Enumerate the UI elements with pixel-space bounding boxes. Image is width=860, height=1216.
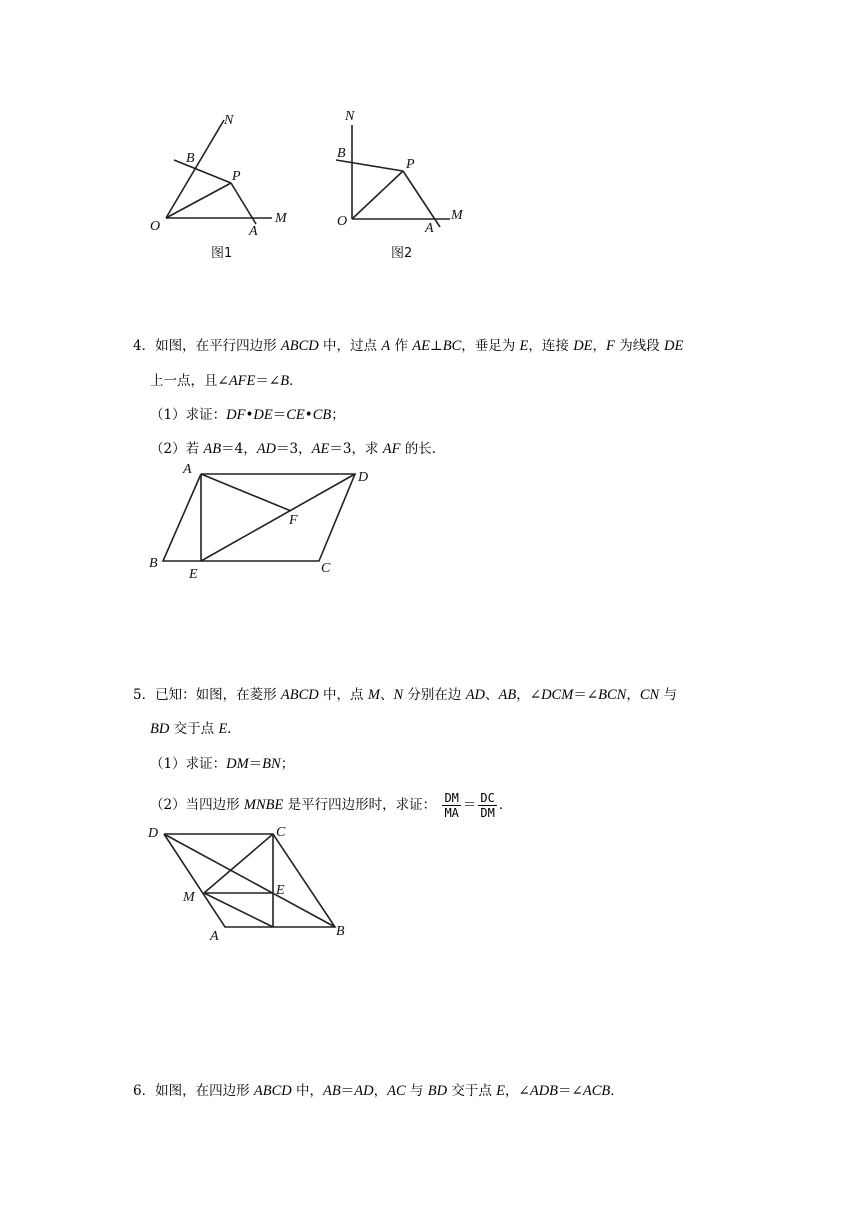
fig1-label-M: M [275,211,287,226]
fig2-label-P: P [406,157,415,172]
q4-label-D: D [358,470,369,485]
fig1-label-O: O [150,219,161,234]
q5-label-C: C [276,825,286,840]
diagonal-DB [164,834,335,927]
fig2-caption: 图2 [391,246,413,261]
q5-part-2: （2）当四边形 MNBE 是平行四边形时，求证： $\frac{DM}{MA}$ ＝ $\frac{DC}{DM}$ ． [150,791,513,820]
fig2-segment-BP [336,160,403,171]
q4-label-F: F [289,513,298,528]
fig1-label-B: B [186,151,195,166]
segment-DE [201,474,355,561]
q5-part-1: （1）求证：DM＝BN； [150,756,295,772]
q4-line-2: 上一点，且∠AFE＝∠B． [150,373,303,389]
fraction-dc-over-dm: $\frac{DC}{DM}$ [480,791,495,820]
fig2-label-A: A [425,221,434,236]
fig2-segment-OP [352,171,403,219]
figure-q4-parallelogram [0,455,860,595]
fig1-label-A: A [249,224,258,239]
q5-label-B: B [336,924,345,939]
figure-q5-rhombus [0,815,860,945]
fig1-caption: 图1 [211,246,233,261]
fig2-label-N: N [345,109,355,124]
fig1-label-N: N [224,113,234,128]
q5-label-E: E [276,883,285,898]
fig1-label-P: P [232,169,241,184]
fraction-dm-over-ma: $\frac{DM}{MA}$ [444,791,459,820]
q5-label-D: D [148,826,159,841]
fig2-label-M: M [451,208,463,223]
fig2-label-B: B [337,146,346,161]
q4-label-E: E [189,567,198,582]
q4-label-A: A [183,462,192,477]
q4-part-2: （2）若 AB＝4，AD＝3，AE＝3，求 AF 的长． [150,441,446,457]
q4-line-1: 4．如图，在平行四边形 ABCD 中，过点 A 作 AE⊥BC，垂足为 E，连接 DE，F 为线段 DE [133,338,684,354]
parallelogram-ABCD [163,474,355,561]
fig2-label-O: O [337,214,348,229]
fig1-segment-BP [174,160,231,183]
q6-line-1: 6．如图，在四边形 ABCD 中，AB＝AD，AC 与 BD 交于点 E，∠ADB＝∠ACB． [133,1083,624,1099]
q4-part-1: （1）求证：DF•DE＝CE•CB； [150,407,345,423]
segment-AF [201,474,291,511]
q5-label-A: A [210,929,219,944]
q5-line-2: BD 交于点 E． [150,721,241,737]
q5-line-1: 5．已知：如图，在菱形 ABCD 中，点 M、N 分别在边 AD、AB，∠DCM＝∠BCN，CN 与 [133,687,677,703]
q4-label-C: C [321,561,331,576]
segment-CM [204,834,273,893]
q4-label-B: B [149,556,158,571]
figure-1-and-2 [0,0,860,300]
q5-label-M: M [183,890,195,905]
